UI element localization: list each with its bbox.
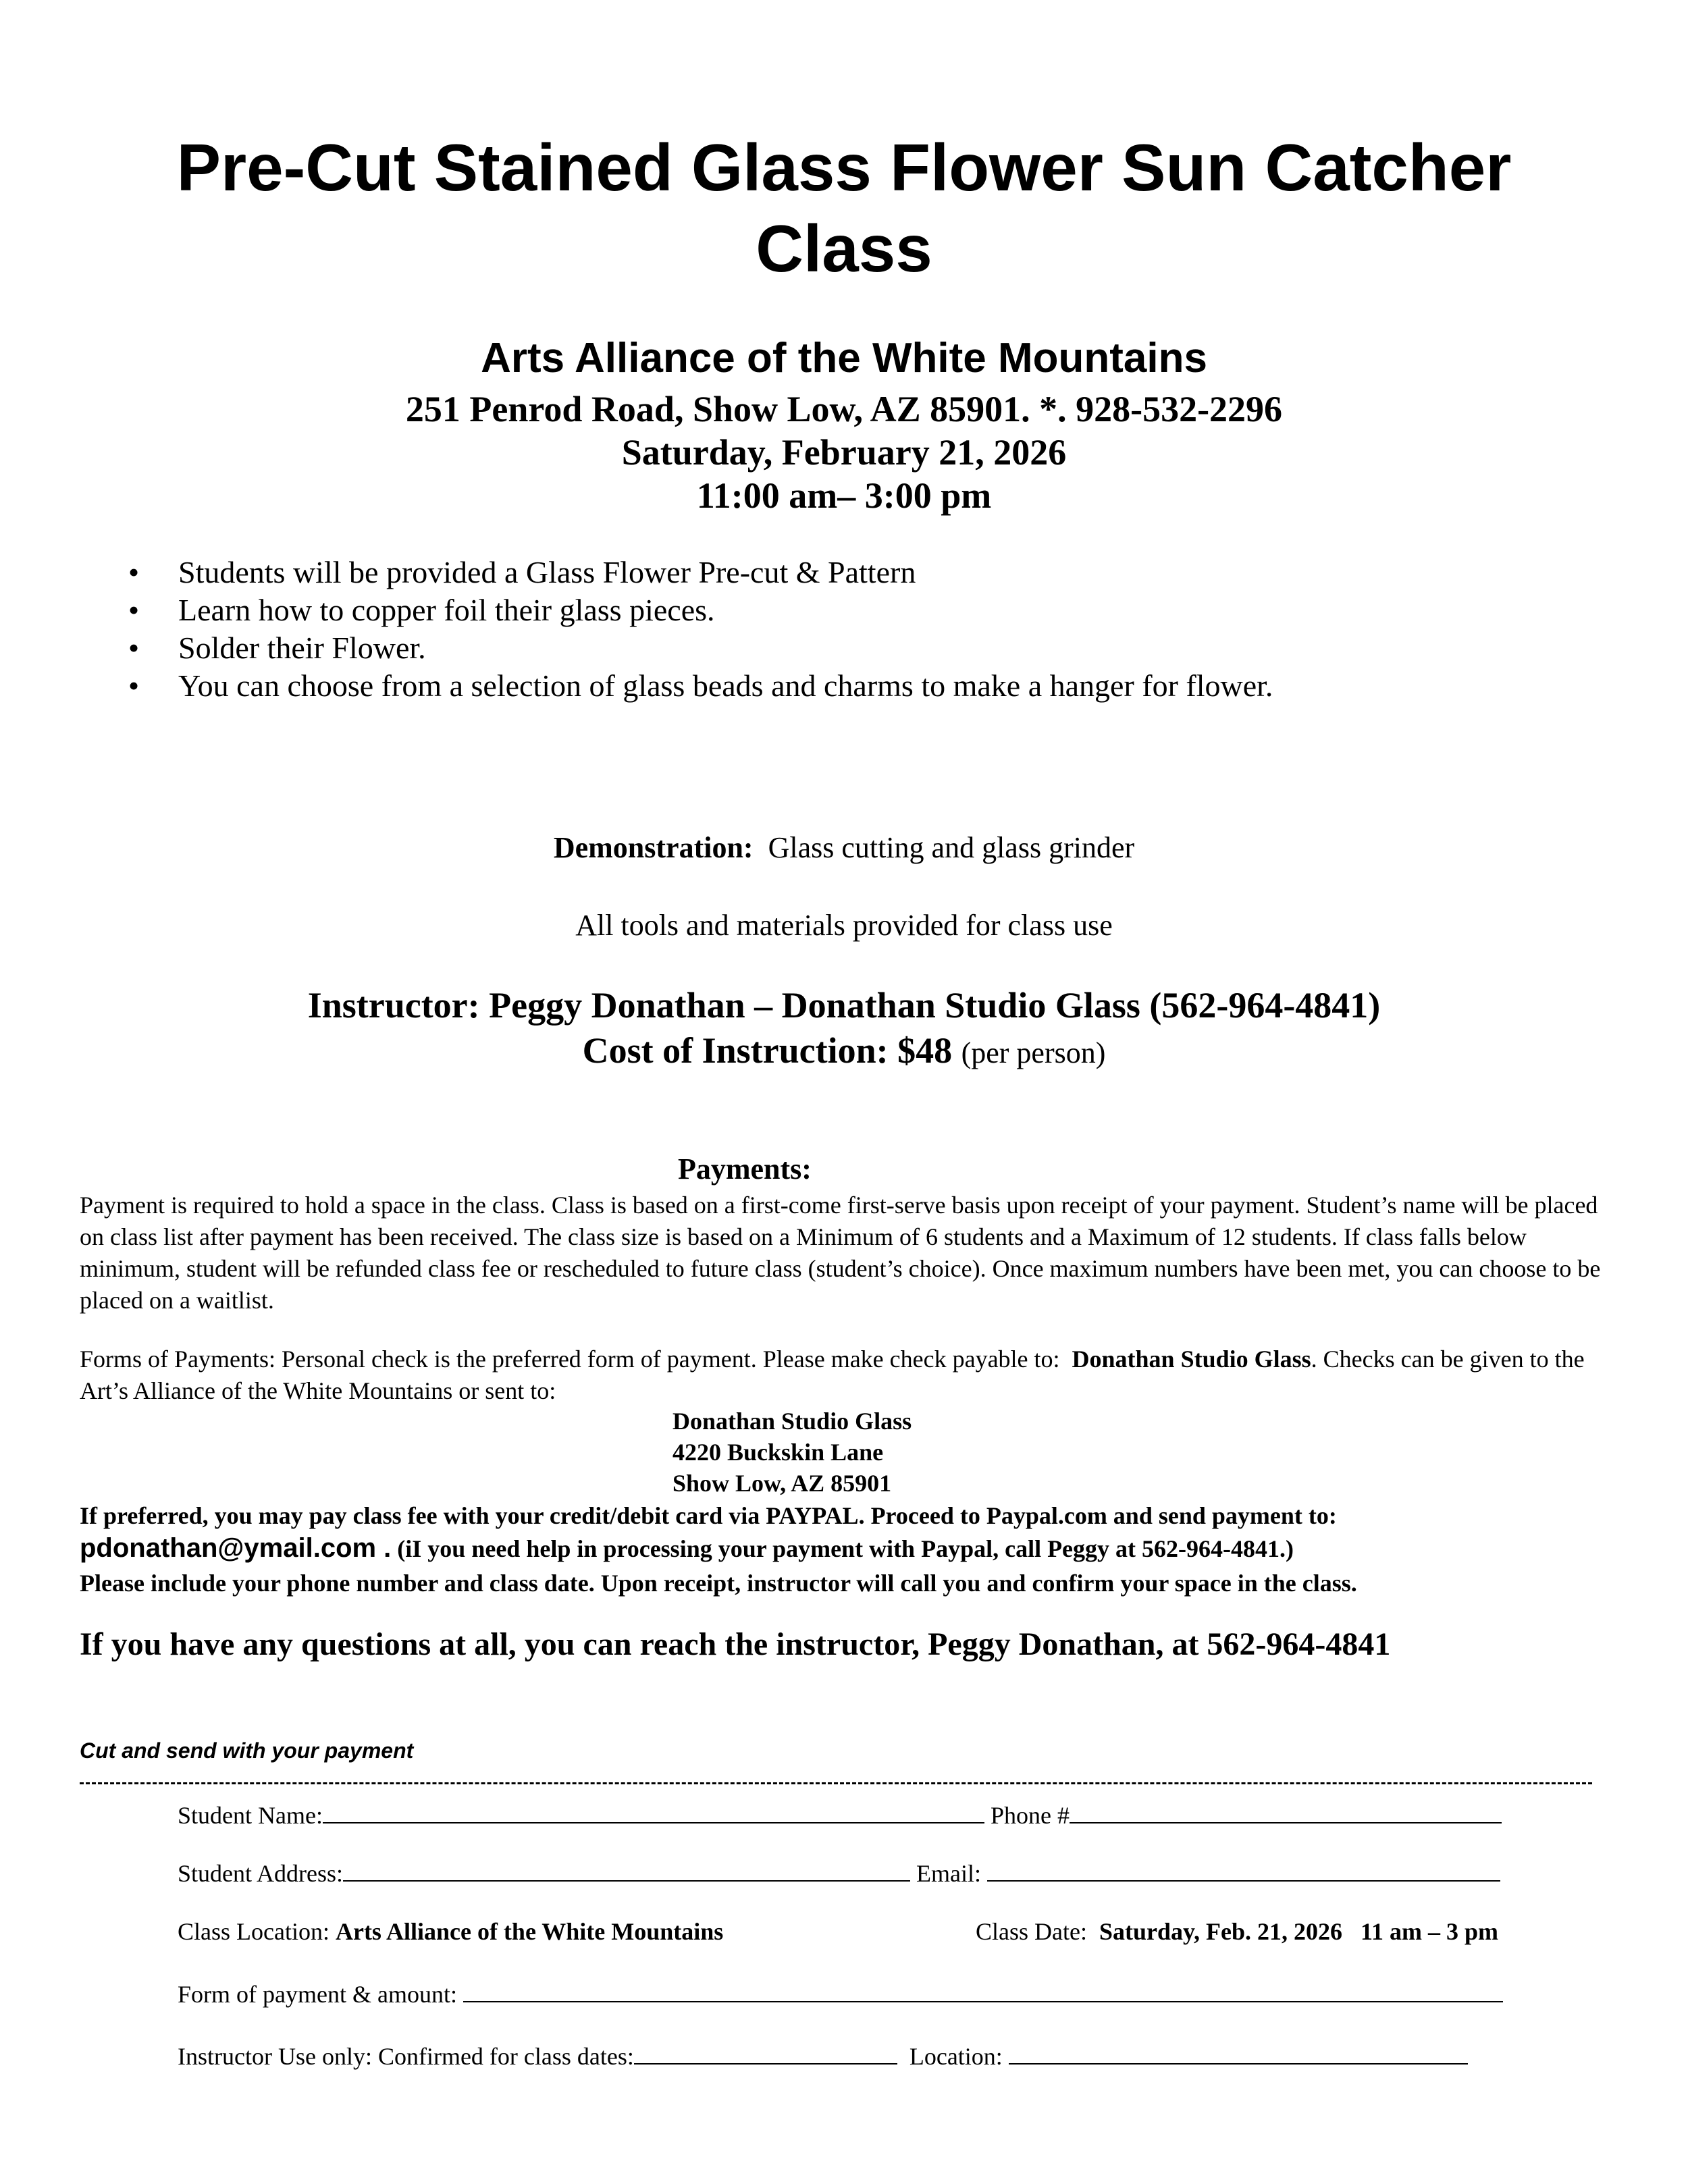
payments-paragraph: Payment is required to hold a space in the class. Class is based on a first-come first-serve basis upon receipt of your payment. Student’s name will be placed on class list after payment has been received. The class size is based on a Minimum of 6 students and a Maximum of 12 students. If class falls below minimum, student will be refunded class fee or rescheduled to future class (student’s choice). Once maximum numbers have been met, you can choose to be placed on a waitlist. bbox=[80, 1192, 1601, 1314]
student-address-row bbox=[178, 1859, 1500, 1888]
paypal-line: If preferred, you may pay class fee with your credit/debit card via PAYPAL. Proceed to Paypal.com and send payment to: bbox=[80, 1502, 1337, 1529]
phone-field[interactable] bbox=[1070, 1802, 1502, 1823]
payment-row bbox=[178, 1980, 1503, 2008]
forms-of-payment: Forms of Payments: Personal check is the preferred form of payment. Please make check payable to: Donathan Studio Glass. Checks can be given to the Art’s Alliance of the White Mountains or sent to: bbox=[80, 1346, 1585, 1404]
title-line-1: Pre-Cut Stained Glass Flower Sun Catcher bbox=[176, 130, 1512, 205]
payee-name: Donathan Studio Glass bbox=[1072, 1346, 1311, 1373]
list-item: • Learn how to copper foil their glass pieces. bbox=[128, 591, 1273, 629]
instructor-line: Instructor: Peggy Donathan – Donathan Studio Glass (562-964-4841) bbox=[307, 985, 1381, 1026]
list-item: • You can choose from a selection of glass beads and charms to make a hanger for flower. bbox=[128, 667, 1273, 705]
questions-line: If you have any questions at all, you can reach the instructor, Peggy Donathan, at 562-964-4841 bbox=[80, 1626, 1391, 1662]
include-line: Please include your phone number and class date. Upon receipt, instructor will call you and confirm your space in the class. bbox=[80, 1570, 1357, 1597]
student-address-label: Student Address: bbox=[178, 1860, 344, 1887]
cut-note: Cut and send with your payment bbox=[80, 1738, 414, 1763]
payment-label: Form of payment & amount: bbox=[178, 1981, 457, 2008]
tools-note: All tools and materials provided for class use bbox=[575, 909, 1113, 942]
payments-heading: Payments: bbox=[678, 1152, 812, 1186]
list-item: • Students will be provided a Glass Flower Pre-cut & Pattern bbox=[128, 554, 1273, 591]
student-name-label: Student Name: bbox=[178, 1802, 323, 1829]
title-line-2: Class bbox=[756, 211, 932, 286]
cost-label: Cost of Instruction: $48 bbox=[582, 1030, 953, 1071]
paypal-help: (iI you need help in processing your payment with Paypal, call Peggy at 562-964-4841.) bbox=[397, 1535, 1294, 1562]
student-address-field[interactable] bbox=[343, 1860, 910, 1882]
class-date: Saturday, February 21, 2026 bbox=[621, 432, 1067, 473]
bullet-icon: • bbox=[128, 555, 140, 589]
demonstration-line bbox=[0, 830, 1688, 865]
confirmed-dates-field[interactable] bbox=[634, 2043, 897, 2065]
class-location-value: Arts Alliance of the White Mountains bbox=[335, 1918, 724, 1945]
email-label: Email: bbox=[916, 1860, 981, 1887]
instructor-location-field[interactable] bbox=[1009, 2043, 1468, 2065]
cost-note: (per person) bbox=[961, 1036, 1106, 1069]
class-date-label: Class Date: bbox=[976, 1918, 1087, 1945]
email-field[interactable] bbox=[987, 1860, 1500, 1882]
paypal-email-line bbox=[80, 1533, 1294, 1565]
class-date-row bbox=[976, 1917, 1498, 1946]
payment-field[interactable] bbox=[463, 1981, 1503, 2002]
class-location-row bbox=[178, 1917, 723, 1946]
cost-line bbox=[0, 1028, 1688, 1076]
page-title bbox=[0, 127, 1688, 289]
student-name-field[interactable] bbox=[323, 1802, 984, 1823]
bullet-icon: • bbox=[128, 631, 140, 665]
bullet-icon: • bbox=[128, 668, 140, 703]
class-date-value: Saturday, Feb. 21, 2026 11 am – 3 pm bbox=[1099, 1918, 1499, 1945]
instructor-use-label: Instructor Use only: Confirmed for class dates: bbox=[178, 2043, 634, 2070]
venue-name: Arts Alliance of the White Mountains bbox=[481, 335, 1207, 381]
class-time: 11:00 am– 3:00 pm bbox=[696, 475, 992, 516]
venue-address: 251 Penrod Road, Show Low, AZ 85901. *. 928-532-2296 bbox=[405, 389, 1283, 429]
mailing-address: Donathan Studio Glass 4220 Buckskin Lane Show Low, AZ 85901 bbox=[672, 1408, 912, 1497]
demonstration-text: Glass cutting and glass grinder bbox=[768, 831, 1135, 864]
bullet-icon: • bbox=[128, 593, 140, 627]
paypal-email: pdonathan@ymail.com . bbox=[80, 1533, 392, 1563]
cut-divider bbox=[80, 1782, 1592, 1784]
list-item: • Solder their Flower. bbox=[128, 629, 1273, 667]
phone-label: Phone # bbox=[990, 1802, 1070, 1829]
instructor-use-row bbox=[178, 2042, 1468, 2071]
feature-list bbox=[128, 554, 1273, 705]
instructor-location-label: Location: bbox=[909, 2043, 1003, 2070]
class-location-label: Class Location: bbox=[178, 1918, 329, 1945]
demonstration-label: Demonstration: bbox=[553, 831, 754, 864]
student-name-row bbox=[178, 1801, 1502, 1830]
